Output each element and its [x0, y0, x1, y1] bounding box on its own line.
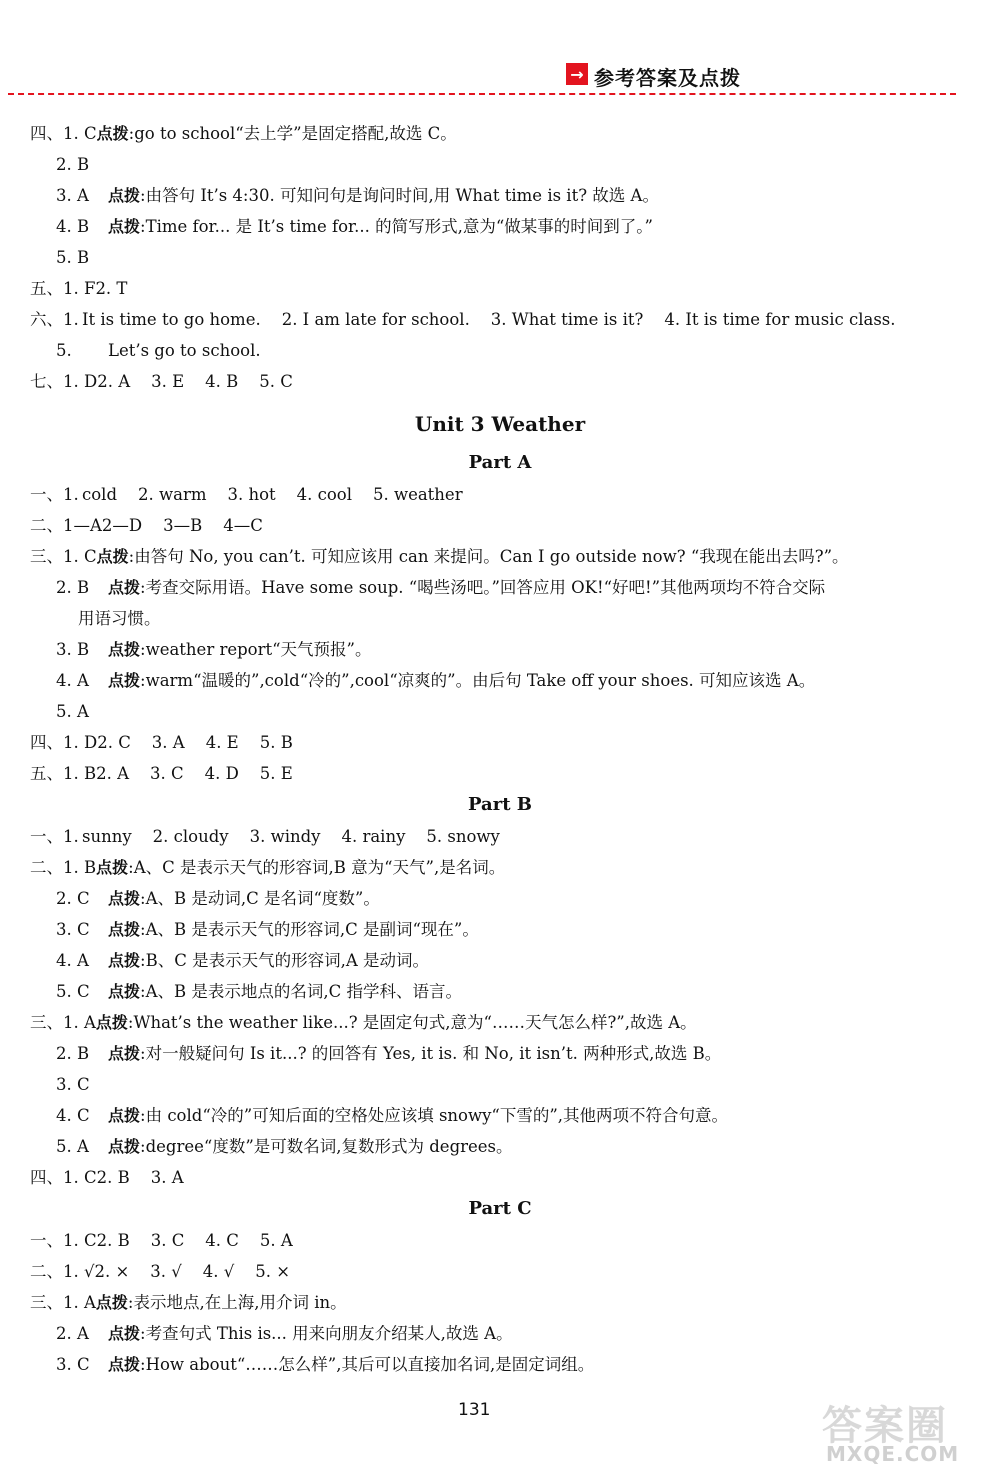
answer-text: :warm“温暖的”,cold“冷的”,cool“凉爽的”。由后句 Take off your shoes. 可知应该选 A。 — [140, 671, 816, 690]
part-b-answers — [30, 821, 970, 1193]
answer-text: :weather report“天气预报”。 — [140, 640, 372, 659]
answer-line — [30, 1225, 970, 1256]
answer-line — [30, 180, 970, 211]
page-number: 131 — [458, 1400, 491, 1420]
hint-label: 点拨 — [108, 217, 141, 236]
answer-text: :表示地点,在上海,用介词 in。 — [127, 1293, 347, 1312]
answer-number: 三、1. A — [30, 1293, 96, 1312]
answer-line — [30, 883, 970, 914]
answer-line — [30, 1038, 970, 1069]
answer-number: 3. C — [56, 1075, 90, 1094]
hint-label: 点拨 — [108, 982, 141, 1001]
answer-line — [30, 304, 970, 335]
answer-number: 五、1. B — [30, 764, 97, 783]
answer-text: 2. × 3. √ 4. √ 5. × — [94, 1262, 291, 1281]
answer-number: 六、1. — [30, 310, 79, 329]
answer-number: 二、1. √ — [30, 1262, 95, 1281]
answer-number: 二、1. B — [30, 858, 97, 877]
answer-number: 5. A — [56, 1137, 89, 1156]
answer-number: 四、1. D — [30, 733, 98, 752]
watermark-url: MXQE.COM — [826, 1442, 960, 1466]
answer-number: 5. C — [56, 982, 90, 1001]
answer-text: :Time for... 是 It’s time for... 的简写形式,意为“做某事的时间到了。” — [140, 217, 653, 236]
hint-label: 点拨 — [108, 920, 141, 939]
part-a-title: Part A — [468, 452, 532, 473]
answer-line — [30, 1069, 970, 1100]
answer-number: 3. C — [56, 920, 90, 939]
answer-line — [30, 479, 970, 510]
header-divider — [8, 93, 956, 95]
hint-label: 点拨 — [96, 124, 129, 143]
hint-label: 点拨 — [95, 1013, 128, 1032]
unit-title: Unit 3 Weather — [414, 412, 586, 436]
answer-number: 三、1. C — [30, 547, 97, 566]
hint-label: 点拨 — [108, 1324, 141, 1343]
part-b-title: Part B — [468, 794, 532, 815]
arrow-right-icon: → — [566, 63, 588, 85]
answer-number: 4. B — [56, 217, 90, 236]
answer-number: 二、1—A — [30, 516, 102, 535]
answer-text: :A、B 是动词,C 是名词“度数”。 — [140, 889, 380, 908]
answer-number: 3. A — [56, 186, 89, 205]
answer-number: 5. B — [56, 248, 90, 267]
answer-line — [30, 366, 970, 397]
answer-line — [30, 541, 970, 572]
answer-text: :How about“……怎么样”,其后可以直接加名词,是固定词组。 — [140, 1355, 595, 1374]
hint-label: 点拨 — [108, 1106, 141, 1125]
answer-content — [30, 118, 970, 1380]
hint-label: 点拨 — [108, 671, 141, 690]
hint-label: 点拨 — [108, 1044, 141, 1063]
answer-line — [30, 1007, 970, 1038]
hint-label: 点拨 — [108, 186, 141, 205]
answer-number: 四、1. C — [30, 124, 97, 143]
answer-text: cold 2. warm 3. hot 4. cool 5. weather — [82, 485, 463, 504]
answer-line — [30, 335, 970, 366]
answer-text: 2. T — [95, 279, 128, 298]
answer-text: 2. A 3. C 4. D 5. E — [96, 764, 293, 783]
answer-number: 2. B — [56, 1044, 90, 1063]
answer-number: 三、1. A — [30, 1013, 96, 1032]
hint-label: 点拨 — [95, 1293, 128, 1312]
hint-label: 点拨 — [108, 1137, 141, 1156]
hint-label: 点拨 — [108, 951, 141, 970]
hint-label: 点拨 — [108, 640, 141, 659]
answer-text: 2. B 3. A — [96, 1168, 184, 1187]
answer-line — [30, 242, 970, 273]
answer-text: :go to school“去上学”是固定搭配,故选 C。 — [128, 124, 457, 143]
part-c-title: Part C — [468, 1198, 532, 1219]
answer-number: 一、1. — [30, 827, 79, 846]
answer-number: 五、1. F — [30, 279, 96, 298]
answer-line — [30, 1287, 970, 1318]
answer-text: sunny 2. cloudy 3. windy 4. rainy 5. snowy — [82, 827, 500, 846]
answer-line — [30, 821, 970, 852]
answer-number: 5. — [56, 341, 72, 360]
answer-line — [30, 118, 970, 149]
answer-line — [30, 634, 970, 665]
watermark-text: 答案圈 — [822, 1403, 948, 1449]
answer-line — [30, 665, 970, 696]
part-c-answers — [30, 1225, 970, 1380]
answer-text: :A、B 是表示地点的名词,C 指学科、语言。 — [140, 982, 462, 1001]
answer-text: 2. C 3. A 4. E 5. B — [97, 733, 293, 752]
answer-line — [30, 211, 970, 242]
answer-text: Let’s go to school. — [108, 341, 261, 360]
answer-number: 2. B — [56, 578, 90, 597]
answer-line — [30, 914, 970, 945]
header-title: 参考答案及点拨 — [594, 66, 741, 90]
answer-line — [30, 758, 970, 789]
answer-text: :degree“度数”是可数名词,复数形式为 degrees。 — [140, 1137, 513, 1156]
hint-label: 点拨 — [108, 1355, 141, 1374]
answer-number: 4. A — [56, 951, 89, 970]
answer-line — [30, 1318, 970, 1349]
answer-text: 2. A 3. E 4. B 5. C — [97, 372, 293, 391]
answer-text: 用语习惯。 — [78, 609, 161, 628]
section-unit2-answers — [30, 118, 970, 397]
answer-line — [30, 510, 970, 541]
answer-text: It is time to go home. 2. I am late for school. 3. What time is it? 4. It is time for music class. — [82, 310, 896, 329]
answer-number: 3. C — [56, 1355, 90, 1374]
answer-line — [30, 976, 970, 1007]
answer-text: :由答句 It’s 4:30. 可知问句是询问时间,用 What time is it? 故选 A。 — [140, 186, 659, 205]
hint-label: 点拨 — [96, 547, 129, 566]
answer-line — [78, 603, 970, 634]
answer-line — [30, 572, 970, 603]
answer-text: 2. B 3. C 4. C 5. A — [96, 1231, 293, 1250]
answer-number: 4. C — [56, 1106, 90, 1125]
answer-text: :对一般疑问句 Is it...? 的回答有 Yes, it is. 和 No, it isn’t. 两种形式,故选 B。 — [140, 1044, 722, 1063]
answer-text: :考查交际用语。Have some soup. “喝些汤吧。”回答应用 OK!“好吧!”其他两项均不符合交际 — [140, 578, 826, 597]
answer-text: 2—D 3—B 4—C — [101, 516, 263, 535]
answer-text: :B、C 是表示天气的形容词,A 是动词。 — [140, 951, 429, 970]
answer-number: 四、1. C — [30, 1168, 97, 1187]
hint-label: 点拨 — [108, 578, 141, 597]
answer-line — [30, 696, 970, 727]
answer-line — [30, 1131, 970, 1162]
answer-number: 2. C — [56, 889, 90, 908]
answer-line — [30, 1256, 970, 1287]
answer-number: 2. B — [56, 155, 90, 174]
answer-line — [30, 149, 970, 180]
answer-line — [30, 945, 970, 976]
hint-label: 点拨 — [108, 889, 141, 908]
page-header — [0, 58, 1000, 98]
watermark-logo — [822, 1394, 992, 1474]
answer-line — [30, 727, 970, 758]
answer-line — [30, 852, 970, 883]
answer-text: :由答句 No, you can’t. 可知应该用 can 来提问。Can I go outside now? “我现在能出去吗?”。 — [128, 547, 849, 566]
answer-text: :A、C 是表示天气的形容词,B 意为“天气”,是名词。 — [128, 858, 506, 877]
answer-number: 5. A — [56, 702, 89, 721]
answer-text: :考查句式 This is... 用来向朋友介绍某人,故选 A。 — [140, 1324, 513, 1343]
answer-number: 4. A — [56, 671, 89, 690]
answer-number: 七、1. D — [30, 372, 98, 391]
answer-text: :What’s the weather like...? 是固定句式,意为“……天气怎么样?”,故选 A。 — [127, 1013, 697, 1032]
answer-line — [30, 1162, 970, 1193]
answer-line — [30, 273, 970, 304]
answer-number: 3. B — [56, 640, 90, 659]
answer-line — [30, 1100, 970, 1131]
answer-line — [30, 1349, 970, 1380]
answer-number: 一、1. — [30, 485, 79, 504]
answer-text: :由 cold“冷的”可知后面的空格处应该填 snowy“下雪的”,其他两项不符合句意。 — [140, 1106, 729, 1125]
answer-number: 2. A — [56, 1324, 89, 1343]
part-a-answers — [30, 479, 970, 789]
answer-text: :A、B 是表示天气的形容词,C 是副词“现在”。 — [140, 920, 479, 939]
answer-number: 一、1. C — [30, 1231, 97, 1250]
hint-label: 点拨 — [96, 858, 129, 877]
